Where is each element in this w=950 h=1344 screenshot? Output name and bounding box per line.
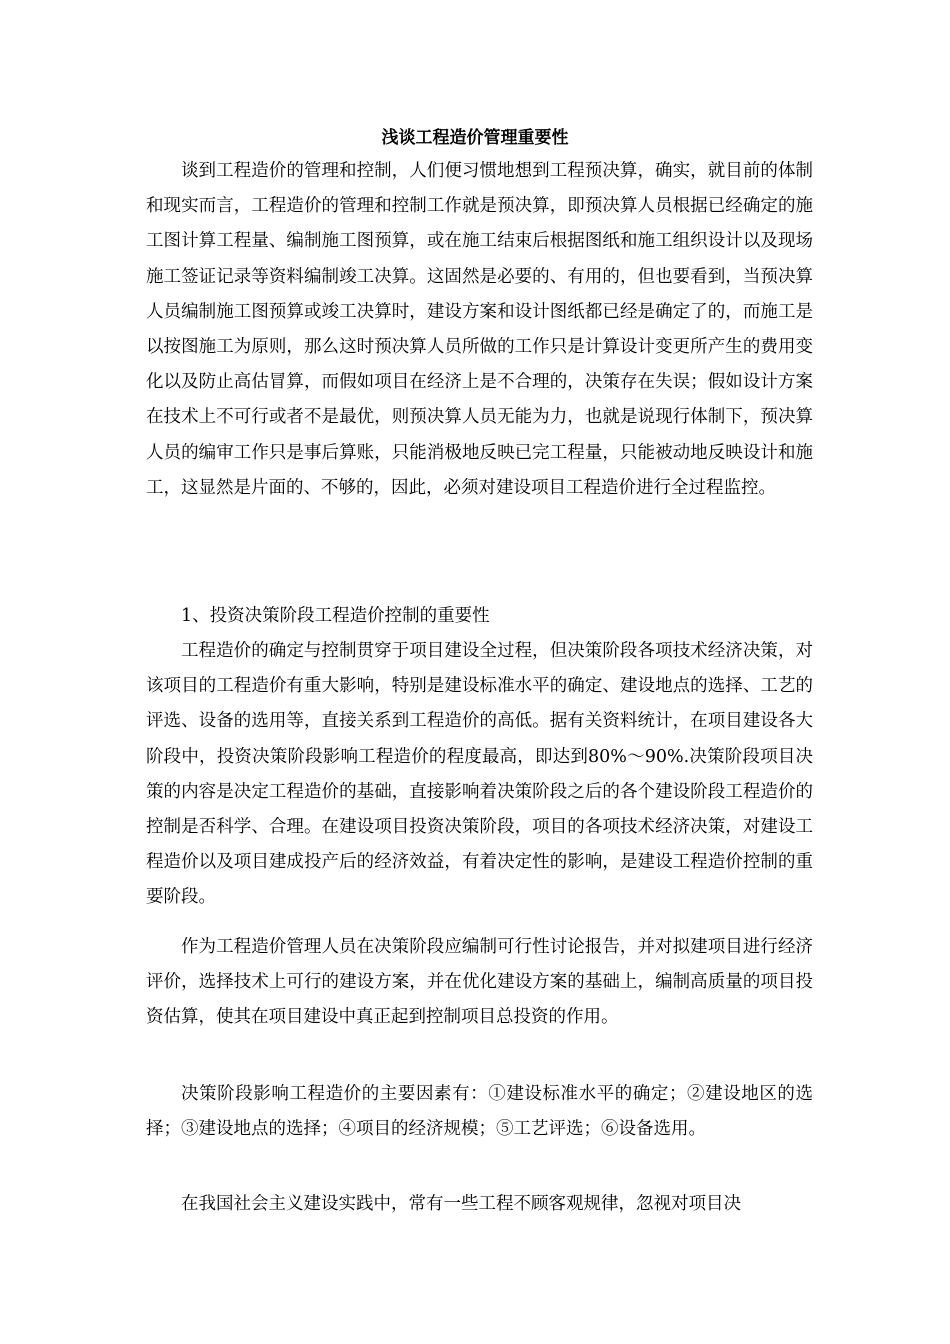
section-heading-1: 1、投资决策阶段工程造价控制的重要性 <box>181 606 490 626</box>
paragraph-cost-manager-role: 作为工程造价管理人员在决策阶段应编制可行性讨论报告，并对拟建项目进行经济评价，选择技术上可行的建设方案，并在优化建设方案的基础上，编制高质量的项目投资估算，使其在项目建设中真正起到控制项目总投资的作用。 <box>146 937 813 1028</box>
paragraph-practice: 在我国社会主义建设实践中，常有一些工程不顾客观规律，忽视对项目决 <box>181 1194 741 1214</box>
document-title: 浅谈工程造价管理重要性 <box>381 128 569 148</box>
paragraph-intro: 谈到工程造价的管理和控制，人们便习惯地想到工程预决算，确实，就目前的体制和现实而言，工程造价的管理和控制工作就是预决算，即预决算人员根据已经确定的施工图计算工程量、编制施工图预算，或在施工结束后根据图纸和施工组织设计以及现场施工签证记录等资料编制竣工决算。这固然是必要的、有用的，但也要看到，当预决算人员编制施工图预算或竣工决算时，建设方案和设计图纸都已经是确定了的，而施工是以按图施工为原则，那么这时预决算人员所做的工作只是计算设计变更所产生的费用变化以及防止高估冒算，而假如项目在经济上是不合理的，决策存在失误；假如设计方案在技术上不可行或者不是最优，则预决算人员无能为力，也就是说现行体制下，预决算人员的编审工作只是事后算账，只能消极地反映已完工程量，只能被动地反映设计和施工，这显然是片面的、不够的，因此，必须对建设项目工程造价进行全过程监控。 <box>146 161 813 498</box>
paragraph-main-factors: 决策阶段影响工程造价的主要因素有：①建设标准水平的确定；②建设地区的选择；③建设地点的选择；④项目的经济规模；⑤工艺评选；⑥设备选用。 <box>146 1084 813 1140</box>
paragraph-decision-stage: 工程造价的确定与控制贯穿于项目建设全过程，但决策阶段各项技术经济决策，对该项目的工程造价有重大影响，特别是建设标准水平的确定、建设地点的选择、工艺的评选、设备的选用等，直接关系到工程造价的高低。据有关资料统计，在项目建设各大阶段中，投资决策阶段影响工程造价的程度最高，即达到80%～90%.决策阶段项目决策的内容是决定工程造价的基础，直接影响着决策阶段之后的各个建设阶段工程造价的控制是否科学、合理。在建设项目投资决策阶段，项目的各项技术经济决策，对建设工程造价以及项目建成投产后的经济效益，有着决定性的影响，是建设工程造价控制的重要阶段。 <box>146 641 813 908</box>
